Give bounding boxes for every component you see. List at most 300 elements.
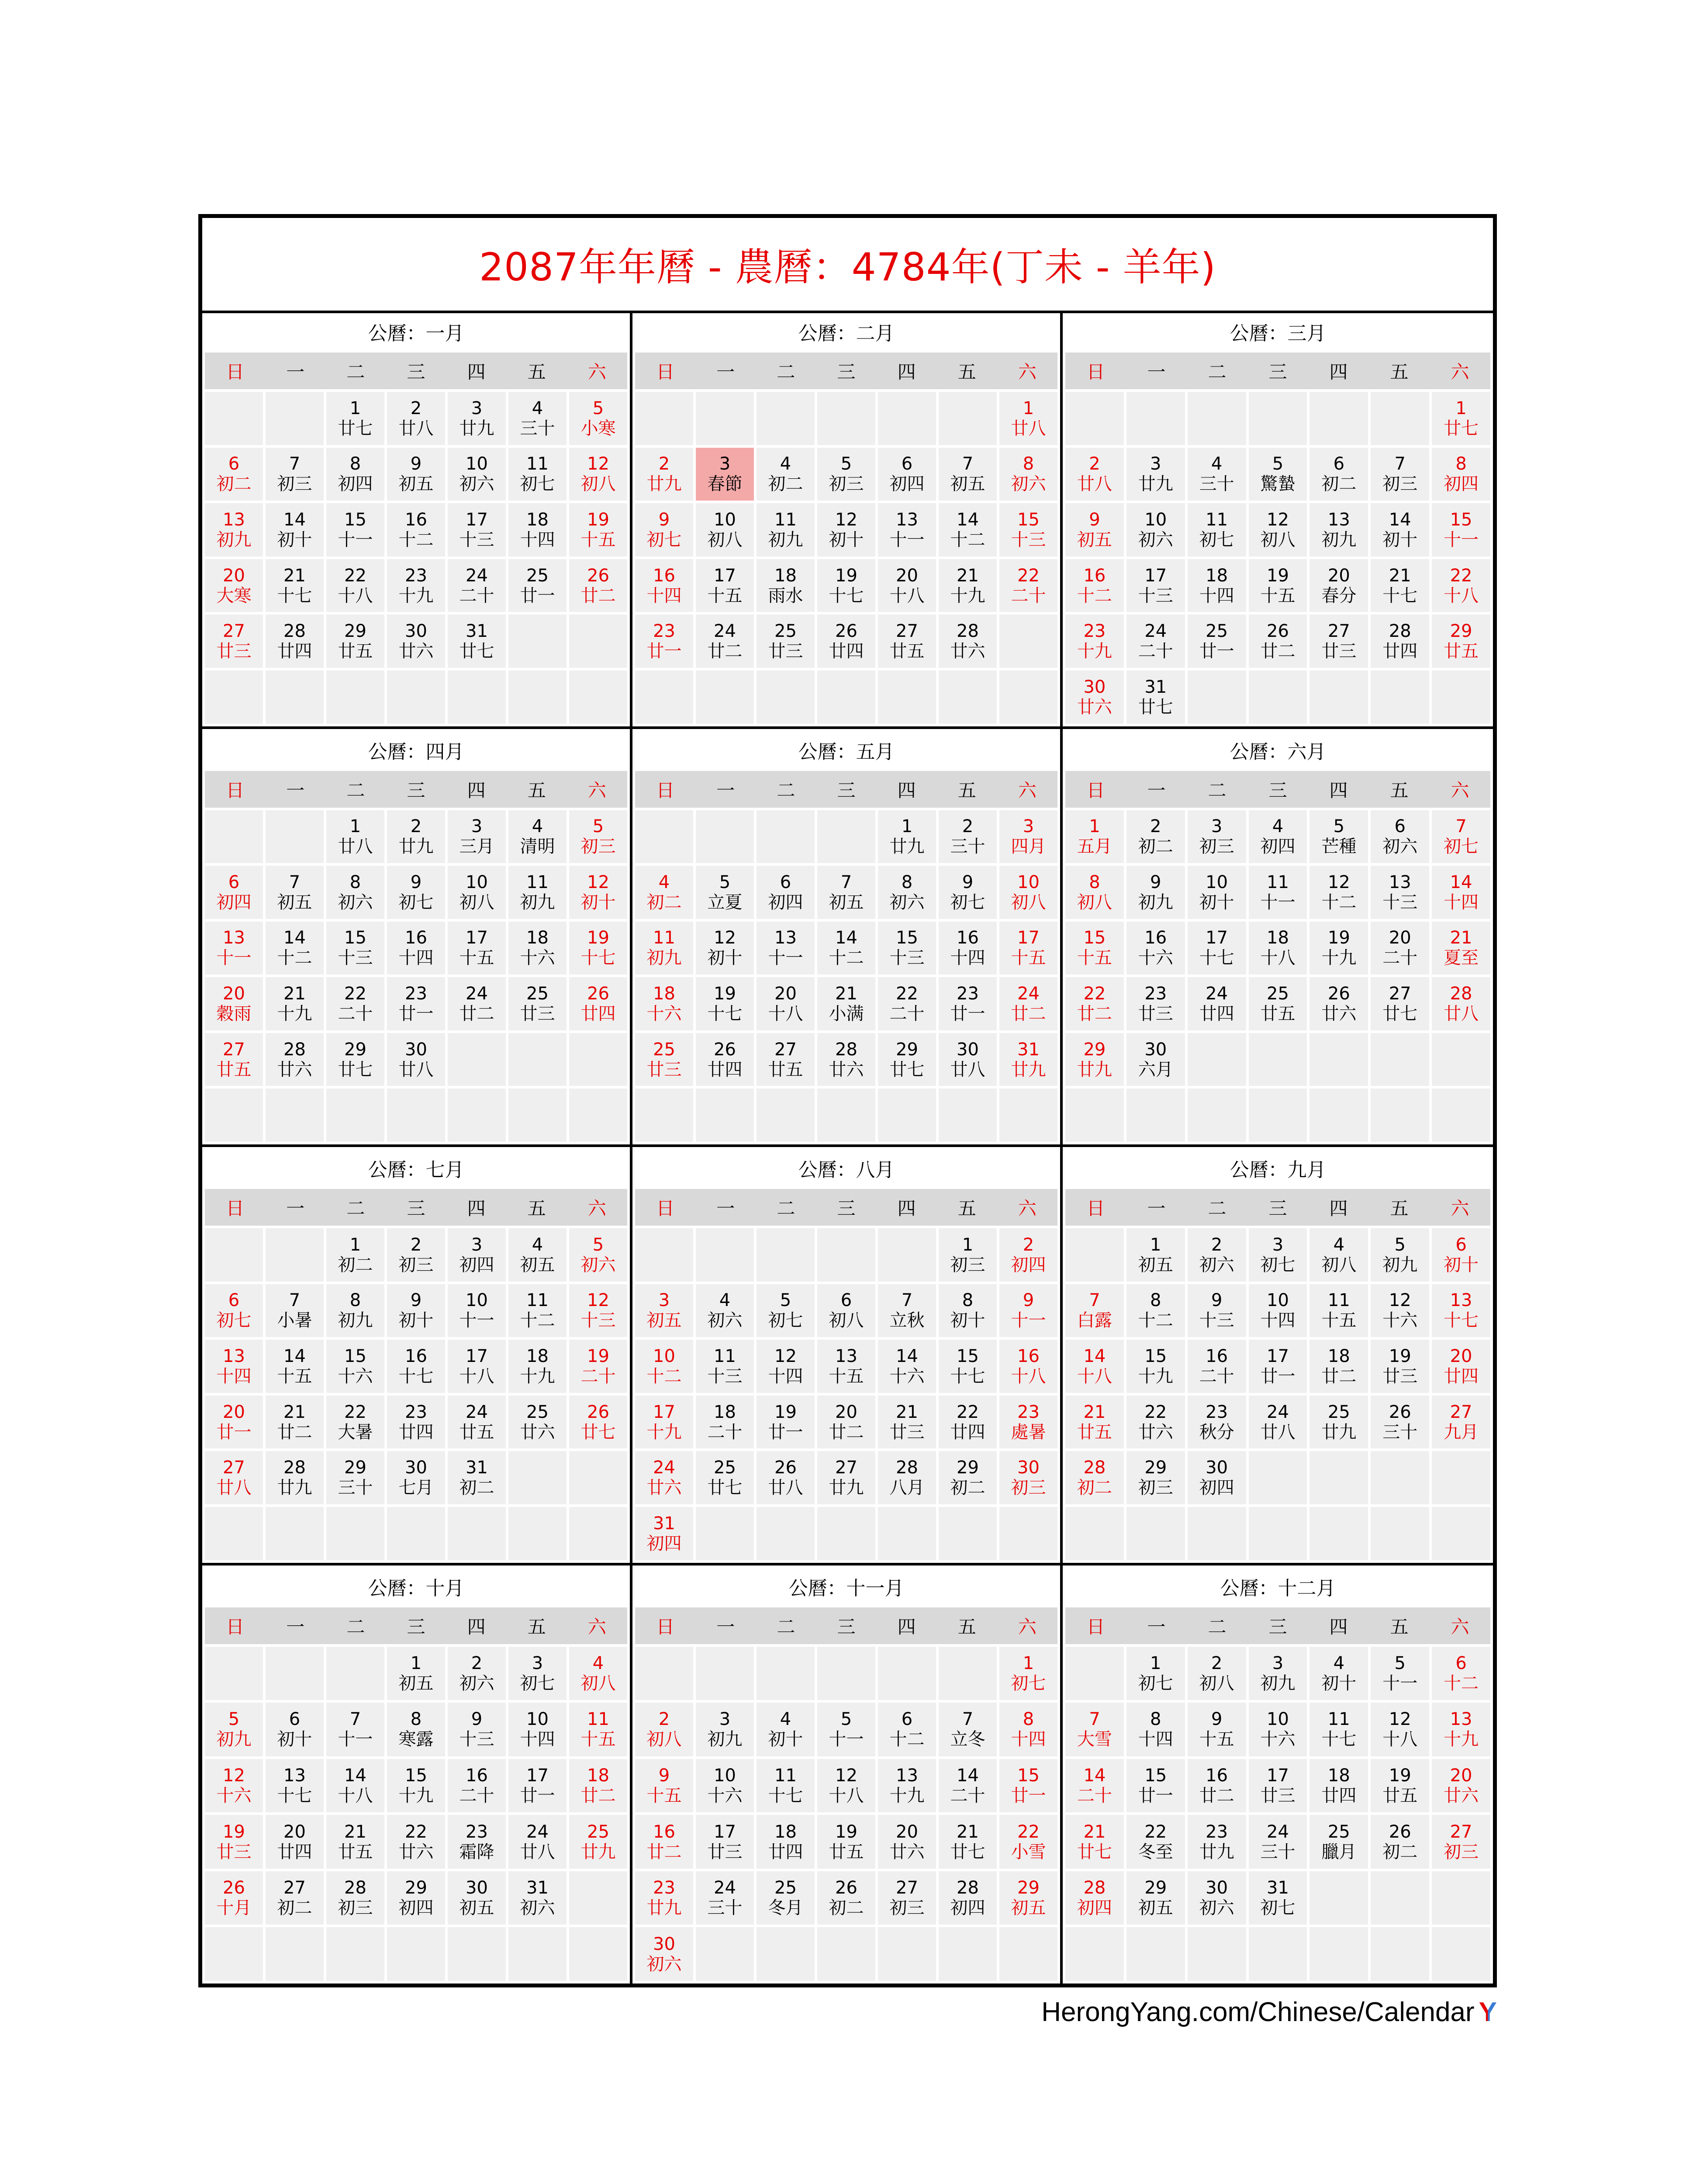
day-cell[interactable]: [266, 1451, 324, 1504]
day-cell[interactable]: [1249, 503, 1307, 556]
day-cell[interactable]: [1065, 1703, 1124, 1756]
day-cell[interactable]: [1249, 1396, 1307, 1449]
day-cell[interactable]: [1371, 977, 1429, 1030]
day-cell[interactable]: [1371, 448, 1429, 501]
day-cell[interactable]: [448, 559, 506, 612]
day-cell[interactable]: [508, 1647, 567, 1700]
day-cell[interactable]: [1188, 615, 1246, 668]
day-cell[interactable]: [939, 1396, 997, 1449]
day-cell[interactable]: [757, 615, 815, 668]
day-cell[interactable]: [939, 810, 997, 864]
day-cell[interactable]: [999, 503, 1057, 556]
day-cell[interactable]: [266, 1703, 324, 1756]
day-cell[interactable]: [508, 866, 567, 919]
day-cell[interactable]: [266, 448, 324, 501]
day-cell[interactable]: [205, 448, 263, 501]
day-cell[interactable]: [696, 559, 754, 612]
day-cell[interactable]: [817, 1759, 875, 1813]
day-cell[interactable]: [569, 1815, 627, 1869]
day-cell[interactable]: [448, 1284, 506, 1337]
day-cell[interactable]: [1371, 1759, 1429, 1813]
day-cell[interactable]: [939, 1871, 997, 1925]
day-cell[interactable]: [999, 1871, 1057, 1925]
day-cell[interactable]: [569, 503, 627, 556]
day-cell[interactable]: [757, 448, 815, 501]
day-cell[interactable]: [205, 1815, 263, 1869]
day-cell[interactable]: [817, 615, 875, 668]
day-cell[interactable]: [387, 503, 445, 556]
day-cell[interactable]: [1065, 977, 1124, 1030]
day-cell[interactable]: [1126, 1284, 1185, 1337]
day-cell[interactable]: [817, 1703, 875, 1756]
day-cell[interactable]: [1309, 922, 1368, 975]
day-cell[interactable]: [1126, 866, 1185, 919]
day-cell[interactable]: [1188, 922, 1246, 975]
day-cell[interactable]: [326, 1871, 384, 1925]
day-cell[interactable]: [1188, 1451, 1246, 1504]
day-cell[interactable]: [569, 1647, 627, 1700]
day-cell[interactable]: [569, 866, 627, 919]
day-cell[interactable]: [1432, 1759, 1490, 1813]
day-cell[interactable]: [1309, 503, 1368, 556]
day-cell[interactable]: [635, 1284, 693, 1337]
day-cell[interactable]: [1126, 1759, 1185, 1813]
day-cell[interactable]: [1065, 1871, 1124, 1925]
day-cell[interactable]: [326, 1451, 384, 1504]
day-cell[interactable]: [696, 977, 754, 1030]
day-cell[interactable]: [939, 448, 997, 501]
day-cell[interactable]: [205, 1703, 263, 1756]
day-cell[interactable]: [999, 1284, 1057, 1337]
day-cell[interactable]: [999, 810, 1057, 864]
day-cell[interactable]: [939, 1703, 997, 1756]
day-cell[interactable]: [696, 1871, 754, 1925]
day-cell[interactable]: [205, 922, 263, 975]
day-cell[interactable]: [1309, 1647, 1368, 1700]
day-cell[interactable]: [878, 503, 936, 556]
day-cell[interactable]: [1126, 1451, 1185, 1504]
day-cell[interactable]: [939, 1033, 997, 1086]
day-cell[interactable]: [1126, 1228, 1185, 1282]
day-cell[interactable]: [939, 1340, 997, 1393]
day-cell[interactable]: [508, 1396, 567, 1449]
day-cell[interactable]: [387, 448, 445, 501]
day-cell[interactable]: [205, 977, 263, 1030]
day-cell[interactable]: [1249, 1871, 1307, 1925]
day-cell[interactable]: [635, 1703, 693, 1756]
day-cell[interactable]: [817, 503, 875, 556]
day-cell[interactable]: [387, 615, 445, 668]
day-cell[interactable]: [999, 1033, 1057, 1086]
day-cell[interactable]: [1249, 1284, 1307, 1337]
day-cell[interactable]: [999, 1451, 1057, 1504]
day-cell[interactable]: [387, 392, 445, 445]
day-cell[interactable]: [696, 615, 754, 668]
day-cell[interactable]: [757, 1396, 815, 1449]
day-cell[interactable]: [448, 922, 506, 975]
day-cell[interactable]: [939, 977, 997, 1030]
day-cell[interactable]: [999, 866, 1057, 919]
day-cell[interactable]: [817, 1284, 875, 1337]
day-cell[interactable]: [1249, 922, 1307, 975]
day-cell[interactable]: [1249, 1759, 1307, 1813]
day-cell[interactable]: [757, 1284, 815, 1337]
day-cell[interactable]: [939, 922, 997, 975]
day-cell[interactable]: [1126, 977, 1185, 1030]
day-cell[interactable]: [999, 559, 1057, 612]
day-cell[interactable]: [1249, 866, 1307, 919]
day-cell[interactable]: [448, 615, 506, 668]
day-cell[interactable]: [696, 1451, 754, 1504]
day-cell[interactable]: [817, 1871, 875, 1925]
day-cell[interactable]: [757, 559, 815, 612]
day-cell[interactable]: [1188, 810, 1246, 864]
day-cell[interactable]: [696, 1759, 754, 1813]
day-cell[interactable]: [326, 1815, 384, 1869]
day-cell[interactable]: [1432, 1228, 1490, 1282]
day-cell[interactable]: [817, 866, 875, 919]
day-cell[interactable]: [939, 503, 997, 556]
day-cell[interactable]: [569, 559, 627, 612]
day-cell[interactable]: [939, 1451, 997, 1504]
day-cell[interactable]: [387, 1871, 445, 1925]
day-cell[interactable]: [817, 977, 875, 1030]
day-cell[interactable]: [1432, 1703, 1490, 1756]
day-cell[interactable]: [878, 866, 936, 919]
day-cell[interactable]: [266, 866, 324, 919]
day-cell[interactable]: [569, 810, 627, 864]
day-cell[interactable]: [387, 1815, 445, 1869]
day-cell[interactable]: [999, 922, 1057, 975]
day-cell[interactable]: [878, 1033, 936, 1086]
day-cell[interactable]: [939, 1759, 997, 1813]
day-cell[interactable]: [1188, 1284, 1246, 1337]
day-cell[interactable]: [878, 1284, 936, 1337]
day-cell[interactable]: [1249, 448, 1307, 501]
day-cell[interactable]: [939, 559, 997, 612]
day-cell[interactable]: [1371, 559, 1429, 612]
day-cell[interactable]: [878, 977, 936, 1030]
day-cell[interactable]: [635, 1451, 693, 1504]
day-cell[interactable]: [757, 922, 815, 975]
day-cell[interactable]: [1309, 1815, 1368, 1869]
day-cell[interactable]: [1065, 670, 1124, 724]
day-cell[interactable]: [999, 1340, 1057, 1393]
day-cell[interactable]: [757, 1703, 815, 1756]
day-cell[interactable]: [508, 1284, 567, 1337]
day-cell[interactable]: [1432, 392, 1490, 445]
day-cell[interactable]: [878, 1396, 936, 1449]
day-cell[interactable]: [1188, 559, 1246, 612]
day-cell[interactable]: [1309, 559, 1368, 612]
day-cell[interactable]: [817, 922, 875, 975]
day-cell[interactable]: [1371, 503, 1429, 556]
day-cell[interactable]: [266, 1396, 324, 1449]
day-cell[interactable]: [1309, 866, 1368, 919]
day-cell[interactable]: [326, 615, 384, 668]
day-cell[interactable]: [387, 1340, 445, 1393]
day-cell[interactable]: [448, 1703, 506, 1756]
day-cell[interactable]: [939, 1815, 997, 1869]
day-cell[interactable]: [205, 1871, 263, 1925]
day-cell[interactable]: [1371, 1228, 1429, 1282]
day-cell[interactable]: [1371, 1647, 1429, 1700]
day-cell[interactable]: [817, 559, 875, 612]
day-cell[interactable]: [326, 448, 384, 501]
day-cell[interactable]: [508, 1815, 567, 1869]
day-cell[interactable]: [508, 503, 567, 556]
day-cell[interactable]: [635, 1340, 693, 1393]
day-cell[interactable]: [1371, 810, 1429, 864]
day-cell[interactable]: [205, 1284, 263, 1337]
day-cell[interactable]: [266, 503, 324, 556]
day-cell[interactable]: [1065, 503, 1124, 556]
day-cell[interactable]: [387, 1451, 445, 1504]
day-cell[interactable]: [326, 866, 384, 919]
day-cell[interactable]: [508, 1340, 567, 1393]
day-cell[interactable]: [1188, 448, 1246, 501]
day-cell[interactable]: [817, 1033, 875, 1086]
day-cell[interactable]: [1249, 615, 1307, 668]
day-cell[interactable]: [448, 1871, 506, 1925]
day-cell[interactable]: [508, 1871, 567, 1925]
day-cell[interactable]: [569, 977, 627, 1030]
day-cell[interactable]: [1432, 1340, 1490, 1393]
day-cell[interactable]: [1188, 1340, 1246, 1393]
day-cell[interactable]: [1188, 1759, 1246, 1813]
day-cell[interactable]: [635, 977, 693, 1030]
day-cell[interactable]: [508, 1703, 567, 1756]
day-cell[interactable]: [326, 1759, 384, 1813]
day-cell[interactable]: [266, 977, 324, 1030]
day-cell[interactable]: [1188, 866, 1246, 919]
day-cell[interactable]: [757, 1451, 815, 1504]
day-cell[interactable]: [326, 1284, 384, 1337]
day-cell[interactable]: [1432, 559, 1490, 612]
day-cell[interactable]: [1126, 922, 1185, 975]
day-cell[interactable]: [266, 1759, 324, 1813]
day-cell[interactable]: [999, 448, 1057, 501]
day-cell[interactable]: [939, 615, 997, 668]
day-cell[interactable]: [1126, 503, 1185, 556]
day-cell[interactable]: [999, 1396, 1057, 1449]
day-cell[interactable]: [266, 1284, 324, 1337]
day-cell[interactable]: [878, 1871, 936, 1925]
day-cell[interactable]: [999, 1759, 1057, 1813]
day-cell[interactable]: [635, 866, 693, 919]
day-cell[interactable]: [508, 392, 567, 445]
day-cell[interactable]: [387, 922, 445, 975]
day-cell[interactable]: [999, 392, 1057, 445]
day-cell[interactable]: [508, 448, 567, 501]
day-cell[interactable]: [205, 615, 263, 668]
day-cell[interactable]: [1188, 1871, 1246, 1925]
day-cell[interactable]: [1309, 1703, 1368, 1756]
day-cell[interactable]: [1126, 1647, 1185, 1700]
day-cell[interactable]: [1126, 670, 1185, 724]
day-cell[interactable]: [1371, 1703, 1429, 1756]
day-cell[interactable]: [1249, 1647, 1307, 1700]
day-cell[interactable]: [569, 392, 627, 445]
day-cell[interactable]: [448, 1815, 506, 1869]
day-cell[interactable]: [878, 810, 936, 864]
day-cell[interactable]: [1065, 559, 1124, 612]
day-cell[interactable]: [635, 1927, 693, 1981]
day-cell[interactable]: [1432, 977, 1490, 1030]
day-cell[interactable]: [1371, 922, 1429, 975]
day-cell[interactable]: [1309, 1228, 1368, 1282]
day-cell[interactable]: [508, 1228, 567, 1282]
day-cell[interactable]: [508, 977, 567, 1030]
day-cell[interactable]: [1309, 1340, 1368, 1393]
day-cell[interactable]: [1249, 810, 1307, 864]
day-cell[interactable]: [448, 1396, 506, 1449]
day-cell[interactable]: [878, 615, 936, 668]
day-cell[interactable]: [1432, 922, 1490, 975]
day-cell[interactable]: [757, 1759, 815, 1813]
day-cell[interactable]: [878, 1759, 936, 1813]
day-cell[interactable]: [696, 1396, 754, 1449]
day-cell[interactable]: [1249, 1340, 1307, 1393]
day-cell[interactable]: [999, 977, 1057, 1030]
day-cell[interactable]: [326, 810, 384, 864]
day-cell[interactable]: [999, 1647, 1057, 1700]
day-cell[interactable]: [387, 1033, 445, 1086]
day-cell[interactable]: [1371, 1815, 1429, 1869]
day-cell[interactable]: [1309, 1284, 1368, 1337]
day-cell[interactable]: [1065, 1451, 1124, 1504]
day-cell[interactable]: [1065, 922, 1124, 975]
day-cell[interactable]: [205, 559, 263, 612]
day-cell[interactable]: [757, 1815, 815, 1869]
day-cell[interactable]: [1309, 977, 1368, 1030]
day-cell[interactable]: [205, 1759, 263, 1813]
day-cell[interactable]: [878, 922, 936, 975]
day-cell[interactable]: [1188, 1396, 1246, 1449]
day-cell[interactable]: [1309, 448, 1368, 501]
day-cell[interactable]: [635, 1815, 693, 1869]
day-cell[interactable]: [1188, 977, 1246, 1030]
day-cell[interactable]: [448, 866, 506, 919]
day-cell[interactable]: [266, 615, 324, 668]
day-cell[interactable]: [1188, 1703, 1246, 1756]
day-cell[interactable]: [757, 866, 815, 919]
day-cell[interactable]: [696, 1033, 754, 1086]
day-cell[interactable]: [1126, 810, 1185, 864]
day-cell[interactable]: [1249, 1228, 1307, 1282]
day-cell[interactable]: [1371, 1284, 1429, 1337]
day-cell[interactable]: [569, 1284, 627, 1337]
day-cell[interactable]: [205, 1033, 263, 1086]
day-cell[interactable]: [448, 1759, 506, 1813]
day-cell[interactable]: [1126, 1033, 1185, 1086]
day-cell[interactable]: [1065, 810, 1124, 864]
day-cell[interactable]: [508, 559, 567, 612]
day-cell[interactable]: [326, 1228, 384, 1282]
day-cell[interactable]: [1432, 866, 1490, 919]
day-cell[interactable]: [635, 448, 693, 501]
day-cell[interactable]: [635, 503, 693, 556]
day-cell[interactable]: [326, 1033, 384, 1086]
day-cell[interactable]: [448, 977, 506, 1030]
day-cell[interactable]: [508, 922, 567, 975]
day-cell[interactable]: [1432, 1815, 1490, 1869]
day-cell[interactable]: [448, 503, 506, 556]
day-cell[interactable]: [1065, 1033, 1124, 1086]
day-cell[interactable]: [1309, 810, 1368, 864]
day-cell[interactable]: [205, 1340, 263, 1393]
day-cell[interactable]: [1065, 448, 1124, 501]
day-cell[interactable]: [1126, 1871, 1185, 1925]
day-cell[interactable]: [635, 1871, 693, 1925]
day-cell[interactable]: [508, 810, 567, 864]
day-cell[interactable]: [569, 922, 627, 975]
day-cell[interactable]: [266, 922, 324, 975]
day-cell[interactable]: [1065, 615, 1124, 668]
day-cell[interactable]: [266, 1340, 324, 1393]
day-cell[interactable]: [1065, 1340, 1124, 1393]
day-cell[interactable]: [448, 1340, 506, 1393]
day-cell[interactable]: [999, 1228, 1057, 1282]
day-cell[interactable]: [1249, 559, 1307, 612]
day-cell[interactable]: [1371, 1340, 1429, 1393]
day-cell[interactable]: [1371, 1396, 1429, 1449]
day-cell[interactable]: [1309, 615, 1368, 668]
day-cell[interactable]: [387, 1759, 445, 1813]
day-cell[interactable]: [326, 392, 384, 445]
day-cell[interactable]: [508, 1759, 567, 1813]
day-cell[interactable]: [1432, 1284, 1490, 1337]
day-cell[interactable]: [448, 448, 506, 501]
day-cell[interactable]: [326, 1703, 384, 1756]
day-cell[interactable]: [696, 503, 754, 556]
day-cell[interactable]: [999, 1703, 1057, 1756]
day-cell[interactable]: [326, 1340, 384, 1393]
day-cell[interactable]: [939, 1284, 997, 1337]
day-cell[interactable]: [1188, 1228, 1246, 1282]
day-cell[interactable]: [205, 866, 263, 919]
day-cell[interactable]: [1188, 1815, 1246, 1869]
day-cell[interactable]: [266, 1871, 324, 1925]
day-cell[interactable]: [1249, 977, 1307, 1030]
day-cell[interactable]: [1126, 1703, 1185, 1756]
day-cell[interactable]: [696, 922, 754, 975]
day-cell[interactable]: [448, 1647, 506, 1700]
day-cell[interactable]: [878, 1703, 936, 1756]
day-cell[interactable]: [635, 615, 693, 668]
day-cell[interactable]: [569, 1759, 627, 1813]
day-cell[interactable]: [387, 559, 445, 612]
day-cell[interactable]: [1249, 1815, 1307, 1869]
day-cell[interactable]: [387, 1396, 445, 1449]
day-cell[interactable]: [635, 1033, 693, 1086]
day-cell[interactable]: [387, 1647, 445, 1700]
day-cell[interactable]: [757, 1340, 815, 1393]
day-cell[interactable]: [266, 1815, 324, 1869]
day-cell[interactable]: [1309, 1759, 1368, 1813]
day-cell[interactable]: [387, 1284, 445, 1337]
footer-link[interactable]: HerongYang.com/Chinese/Calendar: [1041, 1997, 1475, 2027]
day-cell[interactable]: [326, 503, 384, 556]
day-cell[interactable]: [1126, 559, 1185, 612]
day-cell[interactable]: [1065, 1815, 1124, 1869]
day-cell[interactable]: [757, 1871, 815, 1925]
day-cell[interactable]: [266, 559, 324, 612]
day-cell[interactable]: [326, 922, 384, 975]
day-cell[interactable]: [878, 448, 936, 501]
day-cell[interactable]: [569, 1228, 627, 1282]
day-cell[interactable]: [266, 1033, 324, 1086]
